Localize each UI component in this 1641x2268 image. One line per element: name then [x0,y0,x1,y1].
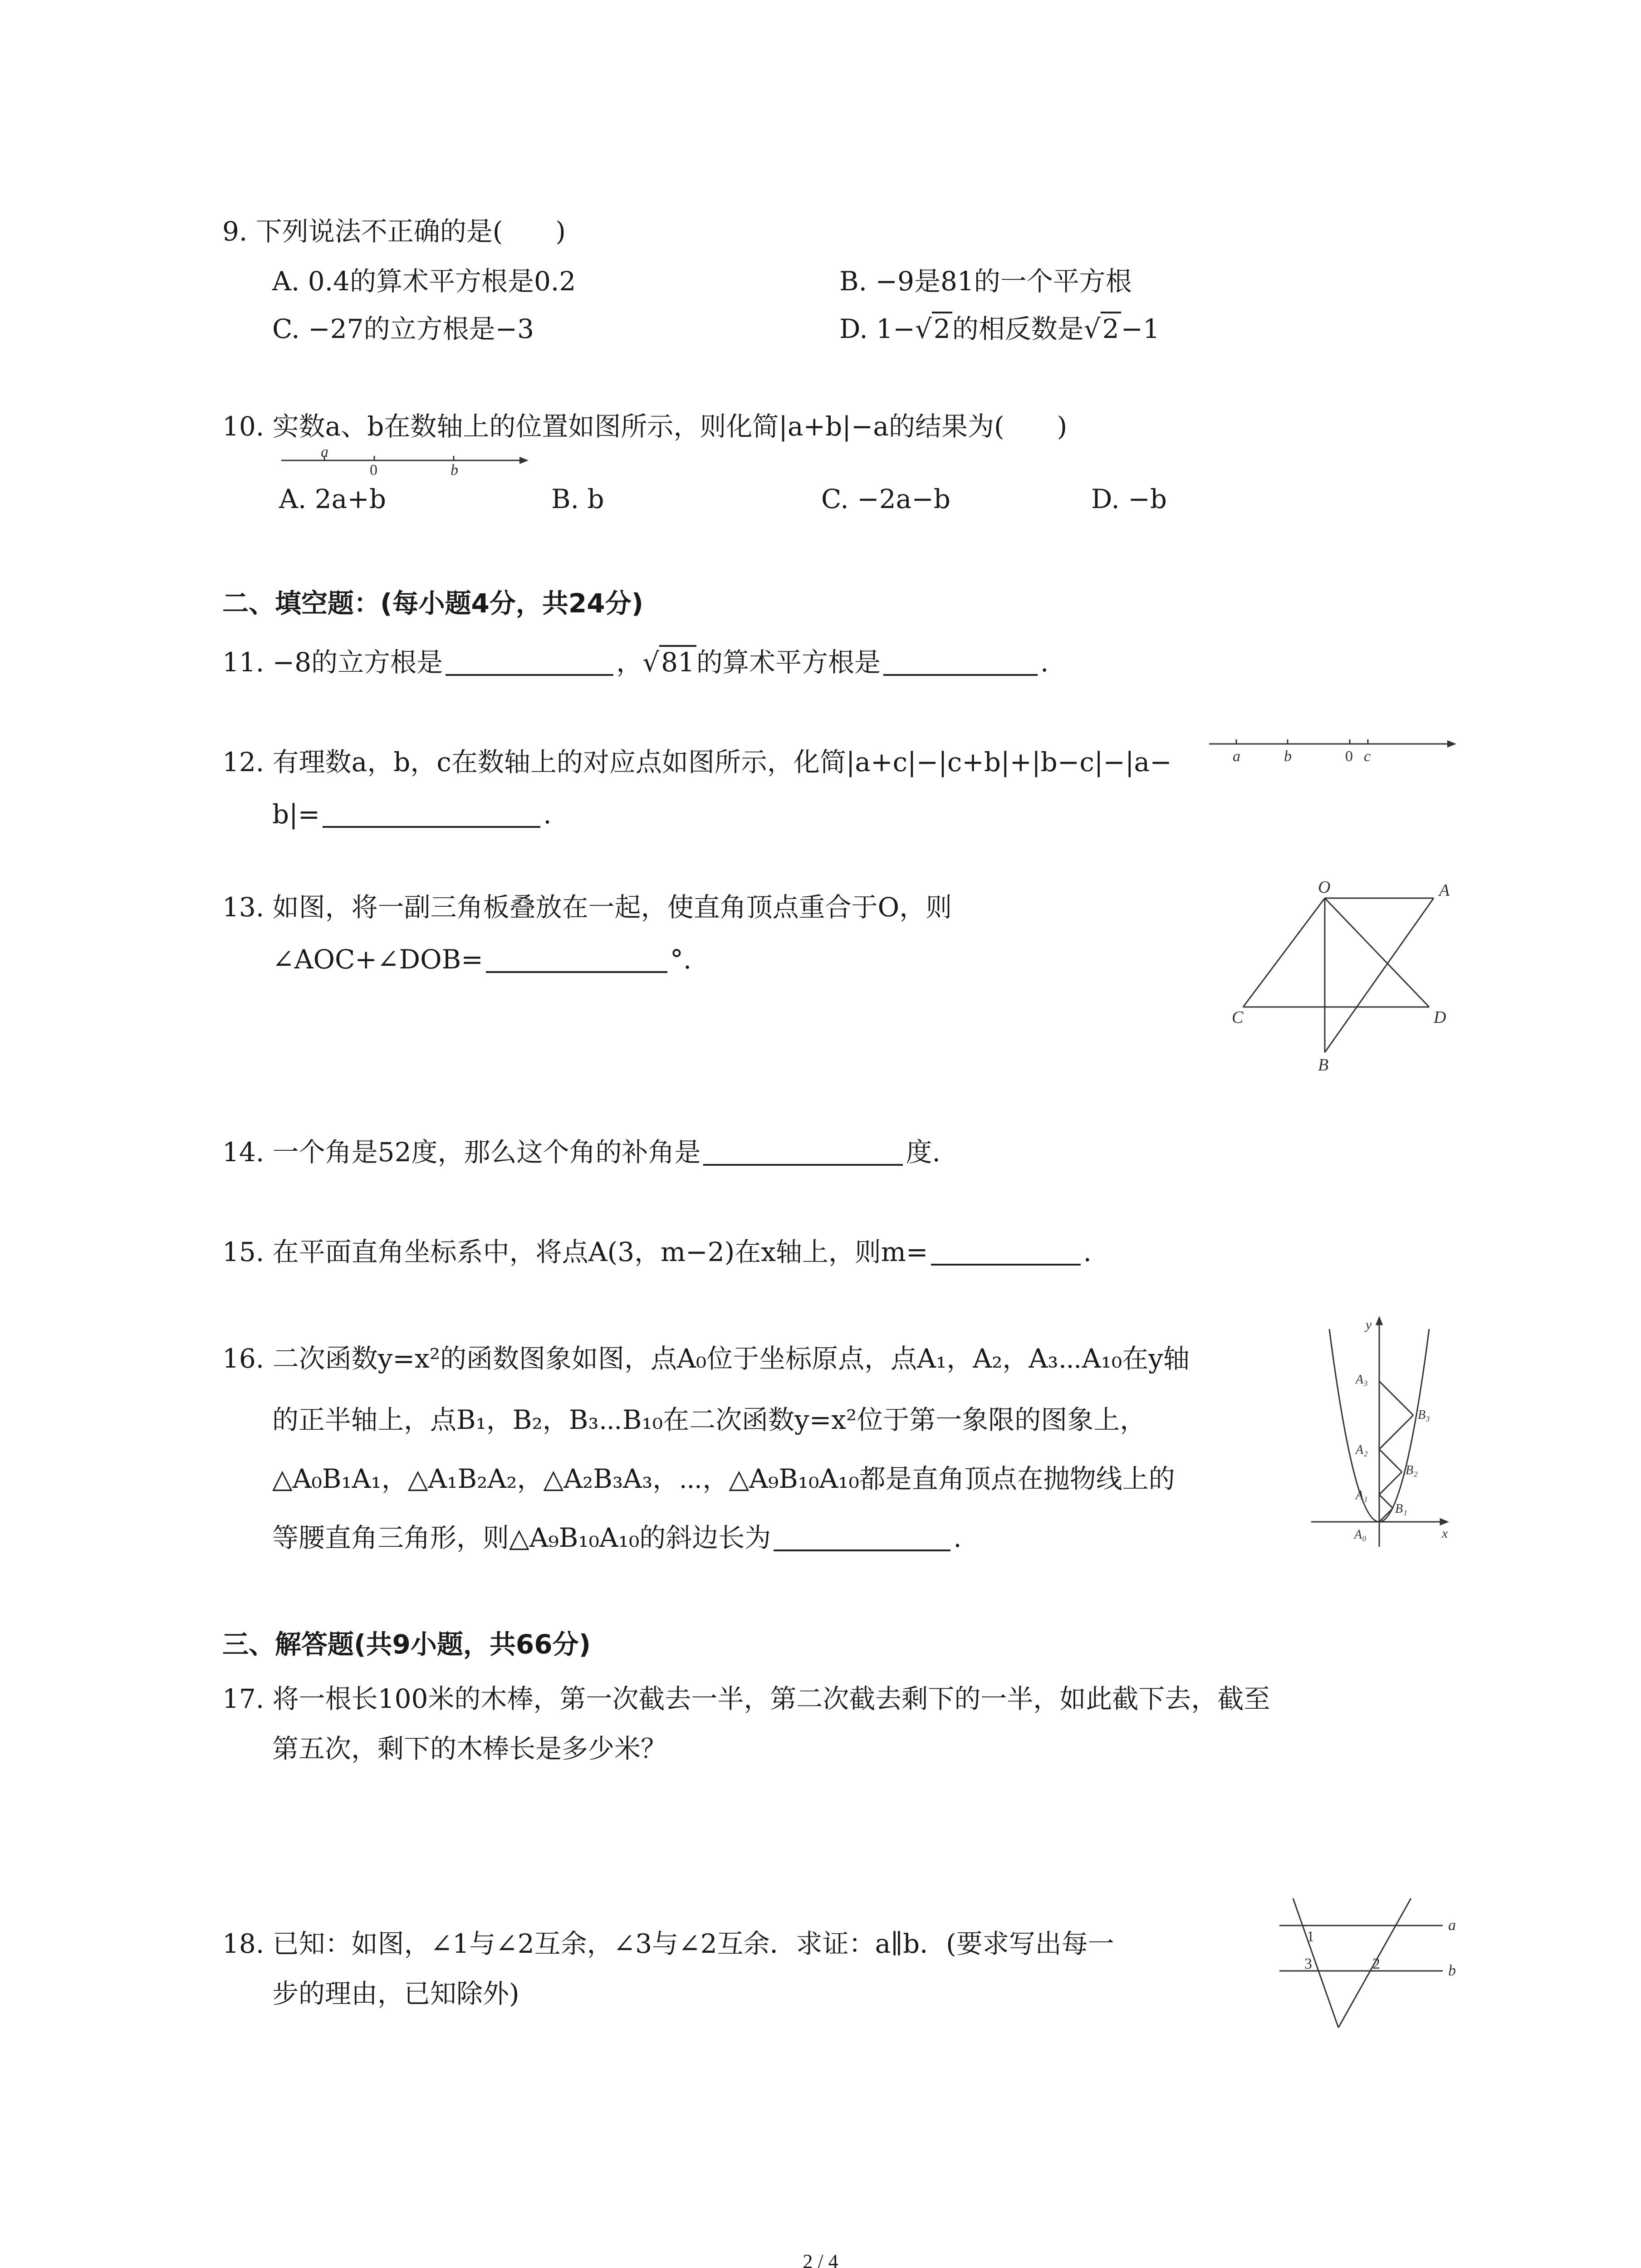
q14-prefix: 14. 一个角是52度，那么这个角的补角是 [222,1137,701,1168]
q13-triangle-figure [1225,875,1479,1077]
q10-option-a: A. 2a+b [279,484,386,514]
point-label-b1: B₁ [1395,1502,1407,1516]
q11-middle: ， [616,647,643,678]
radical-sign: √ [915,313,932,344]
q13-line-2 [272,941,691,978]
vertex-label-b: B [1318,1056,1329,1075]
q11-end: . [1040,647,1049,678]
q11-post: 的算术平方根是 [696,647,881,678]
q9-d-radicand: 2 [932,312,952,344]
axis-label-b: b [451,462,458,479]
q16-line-3: △A₀B₁A₁，△A₁B₂A₂，△A₂B₃A₃，⋯，△A₉B₁₀A₁₀都是直角顶点在抛物线上的 [272,1463,1175,1494]
q14-blank[interactable] [703,1139,903,1166]
vertex-label-d: D [1434,1008,1446,1027]
axis-label-y: y [1366,1317,1372,1332]
axis-label-x: x [1442,1526,1448,1541]
q10-number-line [279,447,533,485]
q17-line-1: 17. 将一根长100米的木棒，第一次截去一半，第二次截去剩下的一半，如此截下去，截至 [222,1683,1270,1714]
q11-blank-2[interactable] [883,649,1038,676]
radical-sign: √ [642,647,660,678]
line-label-a: a [1448,1917,1456,1934]
q16-blank[interactable] [774,1524,950,1551]
q12-end: . [543,799,552,830]
angle-label-1: 1 [1307,1928,1314,1945]
q13-blank[interactable] [486,946,667,973]
q16-line4-prefix: 等腰直角三角形，则△A₉B₁₀A₁₀的斜边长为 [272,1522,771,1553]
vertex-label-c: C [1232,1008,1244,1027]
point-label-a2: A₂ [1356,1443,1368,1457]
q9-d-prefix: D. 1− [839,313,915,344]
q10-option-b: B. b [551,484,604,514]
q10-option-c: C. −2a−b [821,484,950,514]
q18-line-2: 步的理由，已知除外) [272,1978,519,2009]
section-2-heading: 二、填空题：(每小题4分，共24分) [222,588,644,619]
axis-label-a: a [321,447,328,460]
q11-blank-1[interactable] [446,649,613,676]
point-label-b3: B₃ [1418,1408,1430,1422]
q12-line-2 [272,796,552,832]
vertex-label-a: A [1439,881,1450,900]
q16-parabola-figure [1307,1315,1452,1553]
q9-d-middle: 的相反数是 [952,313,1084,344]
q9-stem: 9. 下列说法不正确的是( ) [222,216,566,247]
q16-line-1: 16. 二次函数y=x²的函数图象如图，点A₀位于坐标原点，点A₁，A₂，A₃⋯A₁₀在y轴 [222,1343,1190,1374]
point-label-b2: B₂ [1406,1463,1418,1477]
q12-line2-prefix: b|= [272,799,320,830]
q12-line-1: 12. 有理数a，b，c在数轴上的对应点如图所示，化简|a+c|−|c+b|+|b−c|−|a− [222,747,1172,777]
q10-stem: 10. 实数a、b在数轴上的位置如图所示，则化简|a+b|−a的结果为( ) [222,411,1068,442]
axis-label-0: 0 [370,462,377,479]
q12-number-line [1207,726,1461,768]
section-3-heading: 三、解答题(共9小题，共66分) [222,1629,591,1660]
q11 [222,644,1048,680]
q18-parallel-lines-figure [1261,1882,1461,2034]
axis-label-c: c [1364,748,1371,765]
q13-line-1: 13. 如图，将一副三角板叠放在一起，使直角顶点重合于O，则 [222,892,952,923]
q16-end: . [953,1522,962,1553]
q13-line2-prefix: ∠AOC+∠DOB= [272,944,483,975]
q12-blank[interactable] [323,801,540,828]
q15-prefix: 15. 在平面直角坐标系中，将点A(3，m−2)在x轴上，则m= [222,1237,928,1267]
axis-label-b: b [1284,748,1292,765]
line-label-b: b [1448,1962,1456,1979]
point-label-a3: A₃ [1356,1373,1368,1387]
point-label-a1: A₁ [1356,1488,1368,1502]
q14 [222,1134,941,1170]
q15-blank[interactable] [931,1238,1081,1266]
q16-line-2: 的正半轴上，点B₁，B₂，B₃⋯B₁₀在二次函数y=x²位于第一象限的图象上， [272,1404,1146,1435]
axis-label-a: a [1233,748,1240,765]
q15 [222,1234,1092,1270]
page-number: 2 / 4 [803,2250,838,2268]
q9-d-radicand-2: 2 [1101,312,1121,344]
q11-prefix: 11. −8的立方根是 [222,647,443,678]
q11-radicand: 81 [659,645,696,678]
q9-option-a: A. 0.4的算术平方根是0.2 [272,266,576,297]
axis-label-0: 0 [1345,748,1353,765]
q15-end: . [1083,1237,1092,1267]
q9-option-b: B. −9是81的一个平方根 [839,266,1132,297]
q17-line-2: 第五次，剩下的木棒长是多少米？ [272,1733,667,1764]
q14-end: 度. [906,1137,941,1168]
q13-end: °. [670,944,692,975]
q16-line-4 [272,1520,962,1556]
q18-line-1: 18. 已知：如图，∠1与∠2互余，∠3与∠2互余．求证：a∥b．(要求写出每一 [222,1928,1114,1959]
angle-label-3: 3 [1304,1955,1312,1972]
vertex-label-o: O [1318,878,1331,897]
q9-option-c: C. −27的立方根是−3 [272,313,534,344]
q9-option-d [839,311,1160,347]
radical-sign: √ [1083,313,1101,344]
q9-d-suffix: −1 [1121,313,1160,344]
q10-option-d: D. −b [1091,484,1167,514]
point-label-a0: A₀ [1354,1528,1367,1542]
angle-label-2: 2 [1372,1955,1380,1972]
